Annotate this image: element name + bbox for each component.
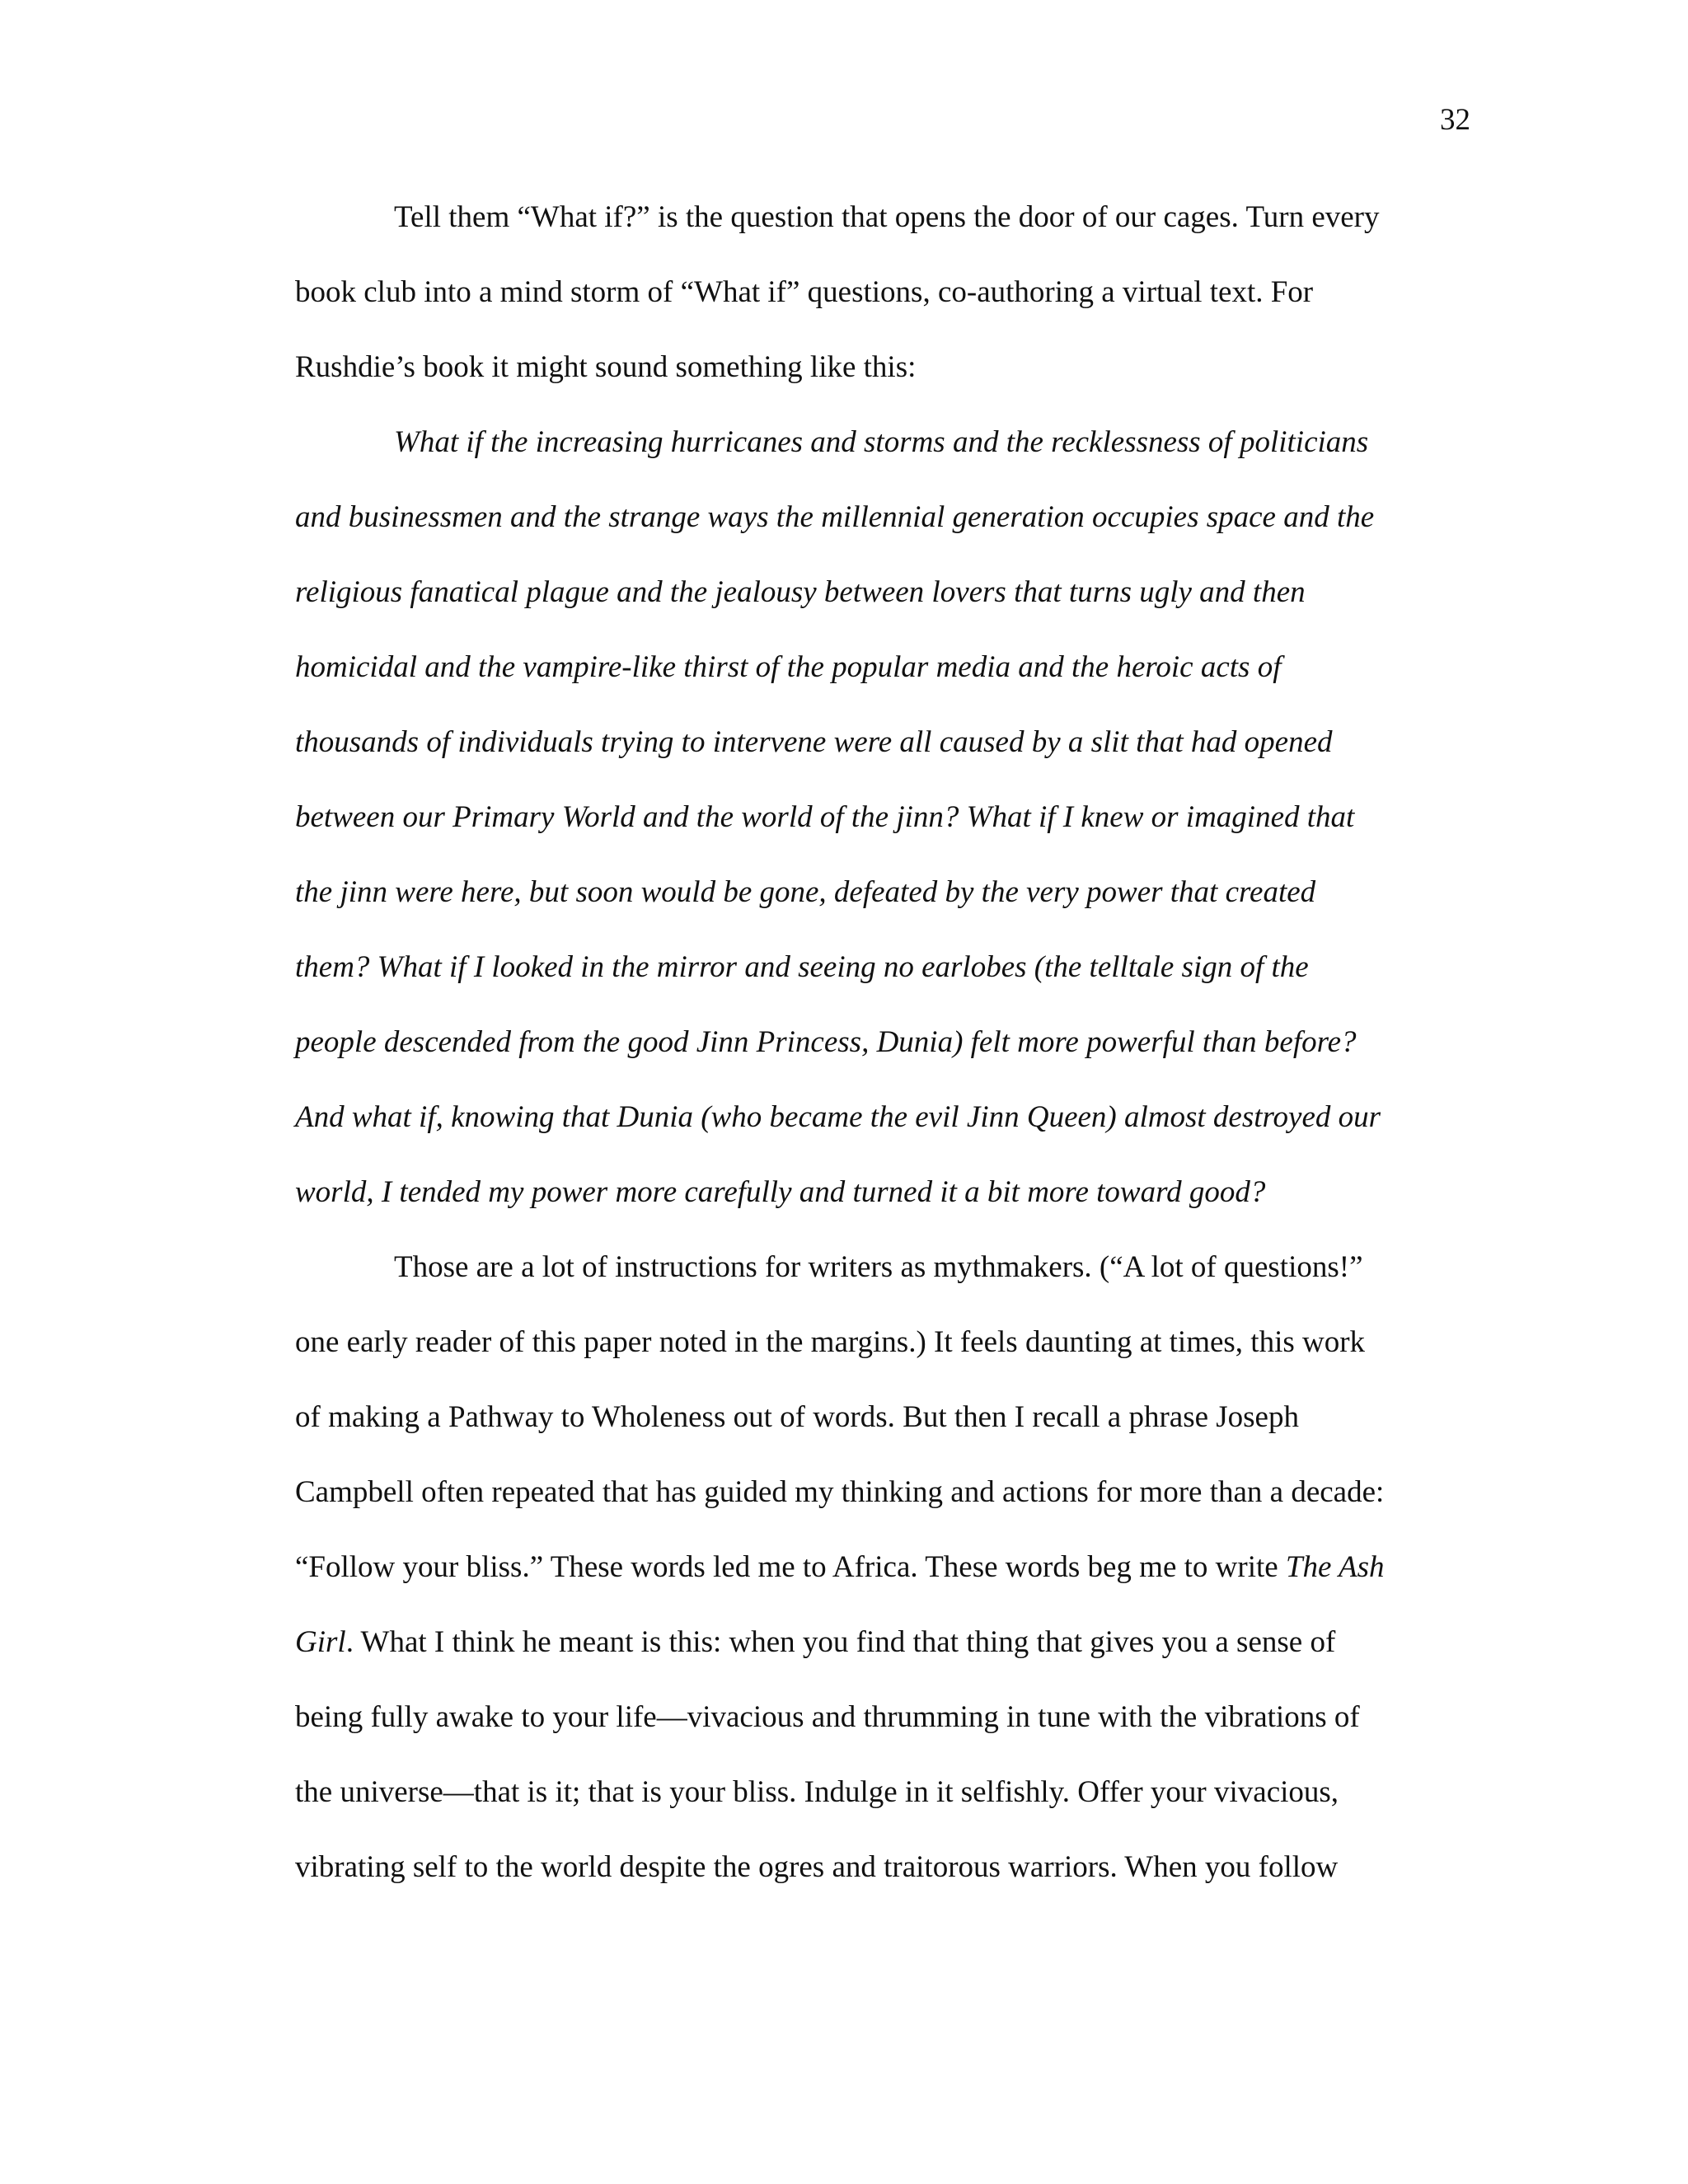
italic-text-line: people descended from the good Jinn Princess, Dunia) felt more powerful than before? [295,1025,1357,1059]
italic-text-line: And what if, knowing that Dunia (who became the evil Jinn Queen) almost destroyed our [295,1100,1381,1134]
italic-text-line: the jinn were here, but soon would be gone, defeated by the very power that created [295,875,1316,909]
book-title: The Ash [1285,1550,1385,1584]
italic-text-line: religious fanatical plague and the jealousy between lovers that turns ugly and then [295,575,1306,609]
text-line [295,1548,1385,1587]
line-text: . What I think he meant is this: when you find that thing that gives you a sense of [345,1625,1336,1659]
line-text: “Follow your bliss.” These words led me to Africa. These words beg me to write [295,1550,1286,1584]
text-line: the universe—that is it; that is your bliss. Indulge in it selfishly. Offer your vivacious, [295,1775,1339,1809]
italic-text-line: world, I tended my power more carefully and turned it a bit more toward good? [295,1175,1266,1209]
text-line: Tell them “What if?” is the question that opens the door of our cages. Turn every [394,200,1380,234]
text-line: of making a Pathway to Wholeness out of words. But then I recall a phrase Joseph [295,1400,1299,1434]
text-line: Those are a lot of instructions for writers as mythmakers. (“A lot of questions!” [394,1250,1363,1284]
book-title: Girl [295,1625,346,1659]
italic-text-line: between our Primary World and the world of the jinn? What if I knew or imagined that [295,800,1355,834]
text-line: being fully awake to your life—vivacious and thrumming in tune with the vibrations of [295,1700,1360,1734]
text-line [295,1623,1335,1662]
italic-text-line: thousands of individuals trying to intervene were all caused by a slit that had opened [295,725,1333,759]
text-line: vibrating self to the world despite the ogres and traitorous warriors. When you follow [295,1850,1339,1884]
text-line: Rushdie’s book it might sound something like this: [295,350,917,384]
page-number: 32 [1440,103,1470,137]
text-line: one early reader of this paper noted in the margins.) It feels daunting at times, this work [295,1325,1366,1359]
italic-text-line: and businessmen and the strange ways the millennial generation occupies space and the [295,500,1375,534]
italic-text-line: homicidal and the vampire-like thirst of the popular media and the heroic acts of [295,650,1282,684]
italic-text-line: them? What if I looked in the mirror and seeing no earlobes (the telltale sign of the [295,950,1309,984]
text-line: Campbell often repeated that has guided my thinking and actions for more than a decade: [295,1475,1385,1509]
text-line: book club into a mind storm of “What if” questions, co-authoring a virtual text. For [295,275,1314,309]
italic-text-line: What if the increasing hurricanes and storms and the recklessness of politicians [394,425,1369,459]
